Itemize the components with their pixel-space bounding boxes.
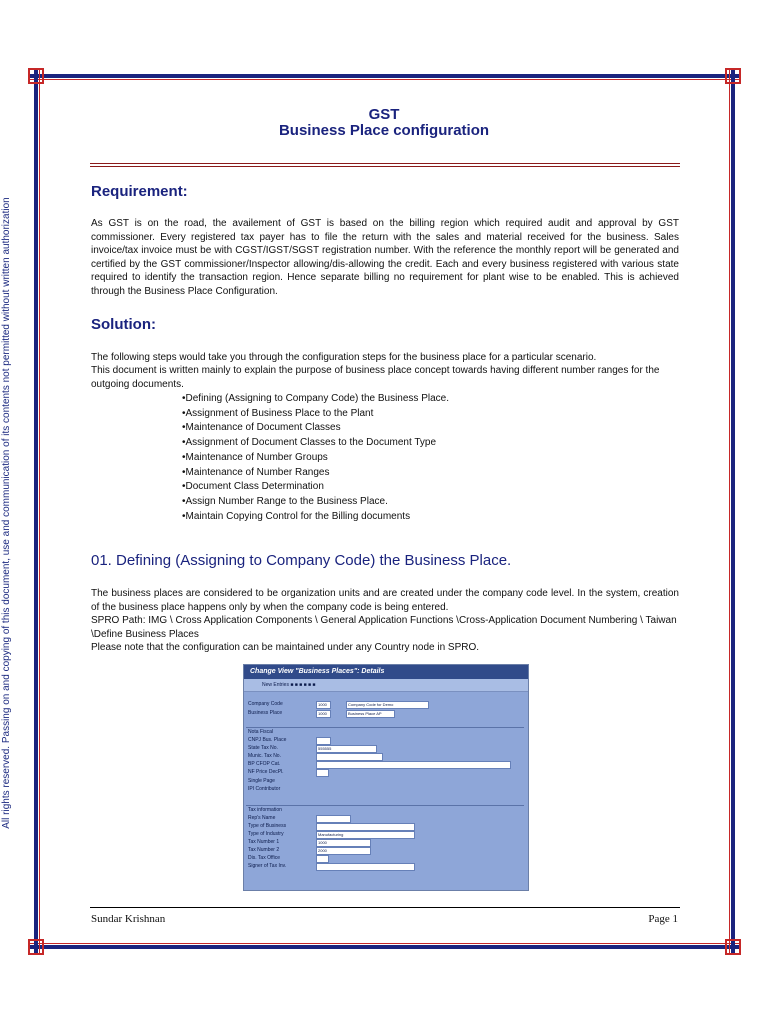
solution-line1: The following steps would take you through the configuration steps for the business place for a particular scenario. (91, 352, 597, 363)
nf-field-label: BP CFOP Cat. (248, 761, 281, 767)
tax-field-label: Tax Number 2 (248, 847, 280, 853)
steps-list (182, 392, 449, 524)
footer-page-number: Page 1 (648, 913, 678, 925)
nf-field-label: Munic. Tax No. (248, 753, 281, 759)
list-item: • Defining (Assigning to Company Code) the Business Place. (182, 392, 449, 407)
tax-number1-field: 1000 (316, 839, 371, 847)
nf-field (316, 761, 511, 769)
tax-field-label: Signer of Tax Inv. (248, 863, 287, 869)
ipi-contributor-label: IPI Contributor (248, 786, 281, 792)
tax-number2-field: 2000 (316, 847, 371, 855)
requirement-text: As GST is on the road, the availement of GST is based on the billing region which required audit and approval by GST commissioner. Every registered tax payer has to file the return with the sales and material received for the business. Sales invoice/tax invoice must be with CGST/IGST/SGST registration number. With the reference the monthly report will be generated and certified by the GST commissioner/Inspector allowing/dis-allowing the credit. Each and every business registered with various state required to identify the transaction region. Hence separate billing no requirement for plant wise to be enabled. This is achieved through the Business Place Configuration. (91, 218, 679, 297)
screenshot-title: Change View "Business Places": Details (244, 665, 528, 679)
company-code-field: 1000 (316, 701, 331, 709)
list-item: • Maintain Copying Control for the Billing documents (182, 510, 449, 525)
footer-author: Sundar Krishnan (91, 913, 166, 925)
nf-field-label: NF Price DecPl. (248, 769, 284, 775)
single-page-label: Single Page (248, 778, 275, 784)
nf-field-label: CNPJ Bus. Place (248, 737, 287, 743)
tax-field-label: Type of Business (248, 823, 287, 829)
solution-line2: This document is written mainly to explain the purpose of business place concept towards having different number ranges for the outgoing documents. (91, 365, 660, 390)
tax-field (316, 823, 415, 831)
nota-fiscal-label: Nota Fiscal (248, 729, 274, 735)
doc-title: GST (368, 106, 400, 123)
tax-field-label: Type of Industry (248, 831, 284, 837)
title-divider (90, 163, 680, 164)
company-code-label: Company Code (248, 701, 283, 707)
footer-divider (90, 907, 680, 908)
title-divider-2 (90, 166, 680, 167)
list-item: • Maintenance of Number Groups (182, 451, 449, 466)
nf-field (316, 753, 383, 761)
tax-field-label: Rep's Name (248, 815, 276, 821)
doc-subtitle: Business Place configuration (278, 122, 490, 139)
tax-field (316, 815, 351, 823)
list-item: • Maintenance of Number Ranges (182, 466, 449, 481)
screenshot-toolbar: New Entries ■ ■ ■ ■ ■ ■ (244, 679, 528, 692)
new-entries-label: New Entries (262, 682, 289, 688)
section01-spro-path: SPRO Path: IMG \ Cross Application Components \ General Application Functions \Cross-Application Document Numbering \ Taiwan \Define Business Places (91, 615, 677, 640)
list-item: • Assign Number Range to the Business Place. (182, 495, 449, 510)
business-place-desc: Business Place AP (346, 710, 395, 718)
business-place-label: Business Place (248, 710, 283, 716)
nf-field (316, 737, 331, 745)
tax-info-label: Tax information (248, 807, 282, 813)
solution-heading: Solution: (91, 316, 156, 333)
state-tax-field: 555555 (316, 745, 377, 753)
requirement-heading: Requirement: (91, 183, 188, 200)
tax-field-label: Tax Number 1 (248, 839, 280, 845)
list-item: • Assignment of Document Classes to the Document Type (182, 436, 449, 451)
tax-field (316, 863, 415, 871)
copyright-side-note: All rights reserved. Passing on and copying of this document, use and communication of its contents not permitted without written authorization (1, 197, 12, 829)
list-item: • Maintenance of Document Classes (182, 421, 449, 436)
list-item: • Assignment of Business Place to the Plant (182, 407, 449, 422)
nf-field (316, 769, 329, 777)
section01-para1: The business places are considered to be organization units and are created under the company code level. In the system, creation of the business place happens only by when the company code is being entered. (91, 588, 679, 613)
sap-screenshot (243, 664, 529, 891)
tax-field-label: Dis. Tax Office (248, 855, 281, 861)
list-item: • Document Class Determination (182, 480, 449, 495)
business-place-field: 1000 (316, 710, 331, 718)
section01-note: Please note that the configuration can be maintained under any Country node in SPRO. (91, 642, 480, 653)
tax-field (316, 855, 329, 863)
nf-field-label: State Tax No. (248, 745, 278, 751)
company-code-desc: Company Code for Demo (346, 701, 429, 709)
section01-heading: 01. Defining (Assigning to Company Code) the Business Place. (91, 552, 512, 569)
type-industry-field: Manufacturing (316, 831, 415, 839)
